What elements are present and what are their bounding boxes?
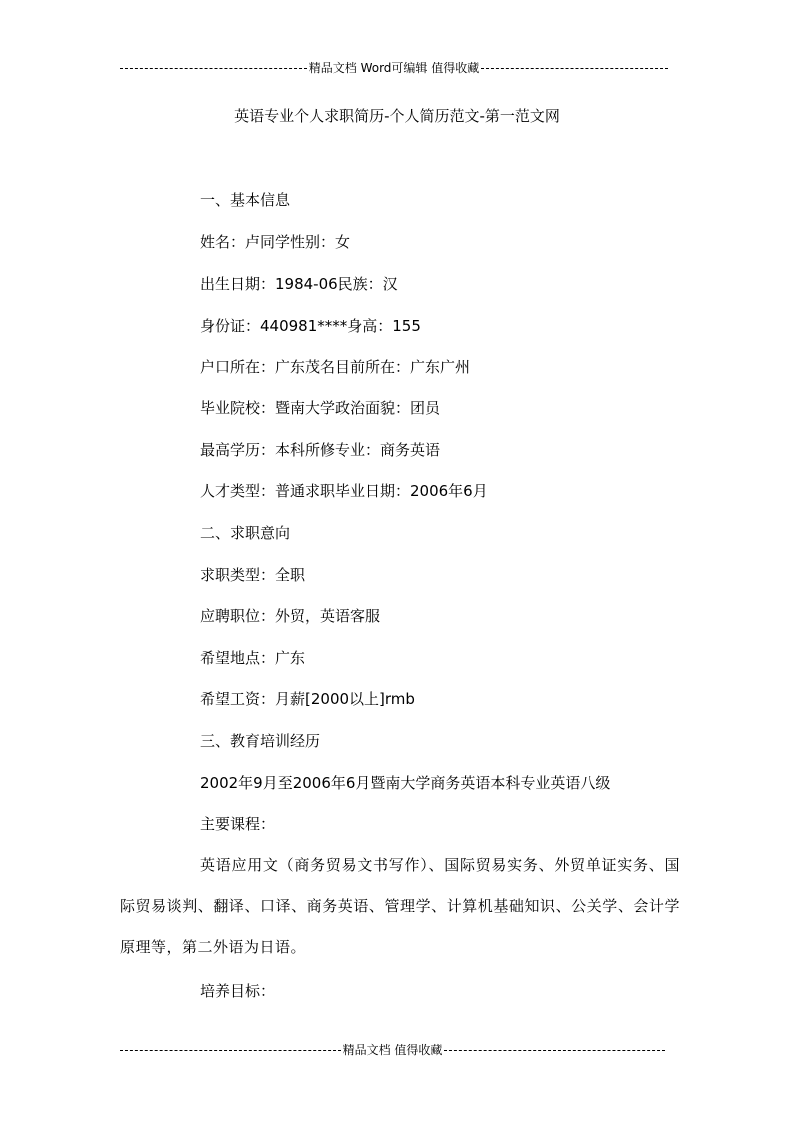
education-goal-label: 培养目标： bbox=[200, 982, 276, 1000]
info-line-talent-graduation: 人才类型：普通求职毕业日期：2006年6月 bbox=[200, 482, 488, 500]
intent-line-job-type: 求职类型：全职 bbox=[200, 566, 306, 584]
page-header bbox=[120, 61, 668, 75]
education-line-period: 2002年9月至2006年6月暨南大学商务英语本科专业英语八级 bbox=[200, 774, 611, 792]
courses-paragraph: 英语应用文（商务贸易文书写作）、国际贸易实务、外贸单证实务、国际贸易谈判、翻译、口译、商务英语、管理学、计算机基础知识、公关学、会计学原理等，第二外语为日语。 bbox=[120, 856, 680, 956]
section-heading-basic-info: 一、基本信息 bbox=[200, 191, 291, 209]
page-footer bbox=[120, 1043, 665, 1057]
header-rule-left bbox=[120, 68, 307, 69]
footer-label: 精品文档 值得收藏 bbox=[342, 1043, 443, 1057]
header-rule-right bbox=[481, 68, 668, 69]
info-line-id-height: 身份证：440981****身高：155 bbox=[200, 317, 421, 335]
document-title: 英语专业个人求职简历-个人简历范文-第一范文网 bbox=[234, 107, 560, 125]
education-line-courses-label: 主要课程： bbox=[200, 815, 276, 833]
intent-line-salary: 希望工资：月薪[2000以上]rmb bbox=[200, 690, 415, 708]
footer-rule-left bbox=[120, 1050, 341, 1051]
info-line-residence: 户口所在：广东茂名目前所在：广东广州 bbox=[200, 358, 471, 376]
intent-line-position: 应聘职位：外贸，英语客服 bbox=[200, 607, 381, 625]
info-line-birth-ethnicity: 出生日期：1984-06民族：汉 bbox=[200, 275, 398, 293]
section-heading-job-intent: 二、求职意向 bbox=[200, 524, 291, 542]
info-line-name-gender: 姓名：卢同学性别：女 bbox=[200, 233, 351, 251]
info-line-degree-major: 最高学历：本科所修专业：商务英语 bbox=[200, 441, 441, 459]
intent-line-location: 希望地点：广东 bbox=[200, 649, 306, 667]
info-line-school-politics: 毕业院校：暨南大学政治面貌：团员 bbox=[200, 399, 441, 417]
footer-rule-right bbox=[444, 1050, 665, 1051]
header-label: 精品文档 Word可编辑 值得收藏 bbox=[308, 61, 480, 75]
section-heading-education: 三、教育培训经历 bbox=[200, 732, 321, 750]
